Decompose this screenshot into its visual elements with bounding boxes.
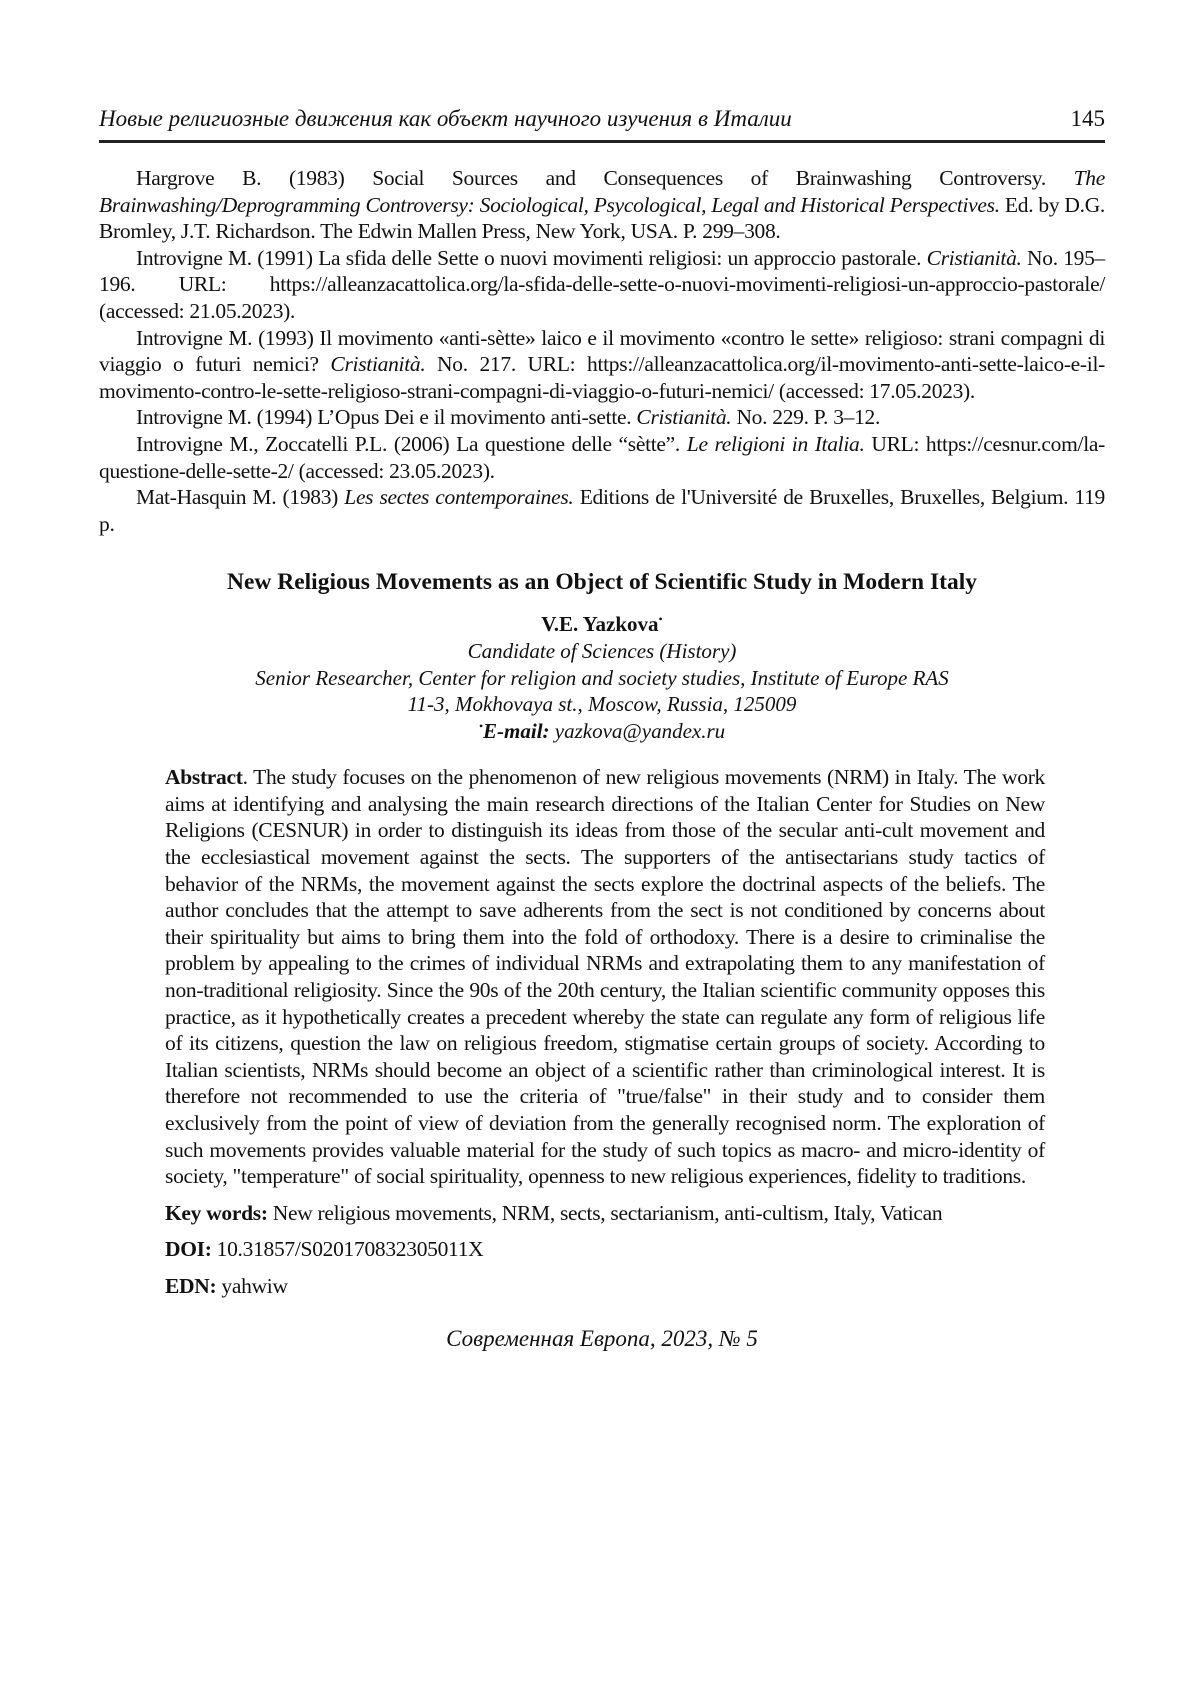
- doi-label: DOI:: [165, 1237, 212, 1262]
- keywords-label: Key words:: [165, 1200, 268, 1225]
- reference-text: Editions de l'Université de Bruxelles, Bruxelles, Belgium. 119 p.: [99, 485, 1105, 536]
- running-header: [99, 100, 1105, 143]
- reference-text: Introvigne M. (1993) Il movimento «anti-sètte» laico e il movimento «contro le sette» religioso: strani compagni di viaggio o futuri nemici?: [99, 325, 1105, 377]
- reference-source: The Brainwashing/Deprogramming Controversy: Sociological, Psycological, Legal and Historical Perspectives.: [99, 166, 1105, 217]
- reference-item: [99, 431, 1105, 484]
- author-address: 11-3, Mokhovaya st., Moscow, Russia, 125009: [407, 692, 797, 717]
- reference-item: [99, 404, 1105, 431]
- reference-item: [99, 325, 1105, 405]
- references-list: [99, 165, 1105, 537]
- reference-item: [99, 165, 1105, 245]
- page-number: 145: [1070, 106, 1105, 131]
- abstract-text: . The study focuses on the phenomenon of new religious movements (NRM) in Italy. The work aims at identifying and analysing the main research directions of the Italian Center for Studies on New Religions (CESNUR) in order to distinguish its ideas from those of the secular anti-cult movement and the ecclesiastical movement against the sects. The supporters of the antisectarians study tactics of behavior of the NRMs, the movement against the sects explore the doctrinal aspects of the beliefs. The author concludes that the attempt to save adherents from the sect is not conditioned by concerns about their spirituality but aims to bring them into the fold of orthodoxy. There is a desire to criminalise the problem by appealing to the crimes of individual NRMs and extrapolating them to any manifestation of non-traditional religiosity. Since the 90s of the 20th century, the Italian scientific community opposes this practice, as it hypothetically creates a precedent whereby the state can regulate any form of religious life of its citizens, question the law on religious freedom, stigmatise certain groups of society. According to Italian scientists, NRMs should become an object of a scientific rather than criminological interest. It is therefore not recommended to use the criteria of "true/false" in their study and to consider them exclusively from the point of view of deviation from the generally recognised norm. The exploration of such movements provides valuable material for the study of such topics as macro- and micro-identity of society, "temperature" of social spirituality, openness to new religious experiences, fidelity to traditions.: [165, 765, 1045, 1189]
- email-label: E-mail:: [483, 718, 550, 743]
- reference-source: Cristianità.: [330, 352, 426, 377]
- keywords-text: New religious movements, NRM, sects, sectarianism, anti-cultism, Italy, Vatican: [267, 1200, 943, 1225]
- reference-text: No. 229. P. 3–12.: [731, 405, 881, 430]
- edn: [165, 1273, 1045, 1300]
- reference-source: Le religioni in Italia.: [686, 431, 865, 456]
- abstract-label: Abstract: [165, 765, 243, 790]
- email-mark: •: [478, 718, 484, 733]
- reference-source: Cristianità.: [636, 405, 732, 430]
- author-email[interactable]: yazkova@yandex.ru: [554, 718, 726, 743]
- reference-text: URL: https://cesnur.com/la-questione-delle-sette-2/ (accessed: 23.05.2023).: [99, 431, 1105, 483]
- author-position: Senior Researcher, Center for religion and society studies, Institute of Europe RAS: [255, 665, 949, 690]
- edn-label: EDN:: [165, 1273, 217, 1298]
- doi-value[interactable]: 10.31857/S020170832305011X: [211, 1237, 484, 1262]
- article-title: New Religious Movements as an Object of Scientific Study in Modern Italy: [227, 569, 977, 596]
- abstract-section: [165, 764, 1045, 1299]
- author-name: V.E. Yazkova: [541, 612, 659, 637]
- author-degree: Candidate of Sciences (History): [467, 638, 737, 663]
- reference-text: Mat-Hasquin M. (1983): [136, 485, 345, 510]
- journal-footer: Современная Европа, 2023, № 5: [446, 1325, 758, 1351]
- reference-text: No. 217. URL: https://alleanzacattolica.org/il-movimento-anti-sette-laico-e-il-movimento-contro-le-sette-religioso-strani-compagni-di-viaggio-o-futuri-nemici/ (accessed: 17.05.2023).: [99, 352, 1105, 403]
- keywords: [165, 1200, 1045, 1227]
- author-block: [99, 611, 1105, 744]
- reference-source: Les sectes contemporaines.: [344, 485, 574, 510]
- doi: [165, 1236, 1045, 1263]
- reference-text: Introvigne M., Zoccatelli P.L. (2006) La questione delle “sètte”.: [136, 431, 687, 456]
- reference-item: [99, 484, 1105, 537]
- reference-text: Introvigne M. (1991) La sfida delle Sette o nuovi movimenti religiosi: un approccio pastorale.: [136, 245, 927, 270]
- reference-text: Hargrove B. (1983) Social Sources and Consequences of Brainwashing Controversy.: [136, 166, 1074, 190]
- reference-source: Cristianità.: [926, 245, 1022, 270]
- reference-text: Ed. by D.G. Bromley, J.T. Richardson. The Edwin Mallen Press, New York, USA. P. 299–308.: [99, 192, 1106, 244]
- edn-value: yahwiw: [216, 1273, 288, 1298]
- author-mark: •: [658, 612, 663, 627]
- running-title: Новые религиозные движения как объект научного изучения в Италии: [99, 106, 792, 131]
- reference-item: [99, 245, 1105, 325]
- reference-text: Introvigne M. (1994) L’Opus Dei e il movimento anti-sette.: [136, 405, 637, 430]
- reference-text: No. 195–196. URL: https://alleanzacattolica.org/la-sfida-delle-sette-o-nuovi-movimenti-religiosi-un-approccio-pastorale/ (accessed: 21.05.2023).: [99, 245, 1106, 323]
- abstract: [165, 764, 1045, 1190]
